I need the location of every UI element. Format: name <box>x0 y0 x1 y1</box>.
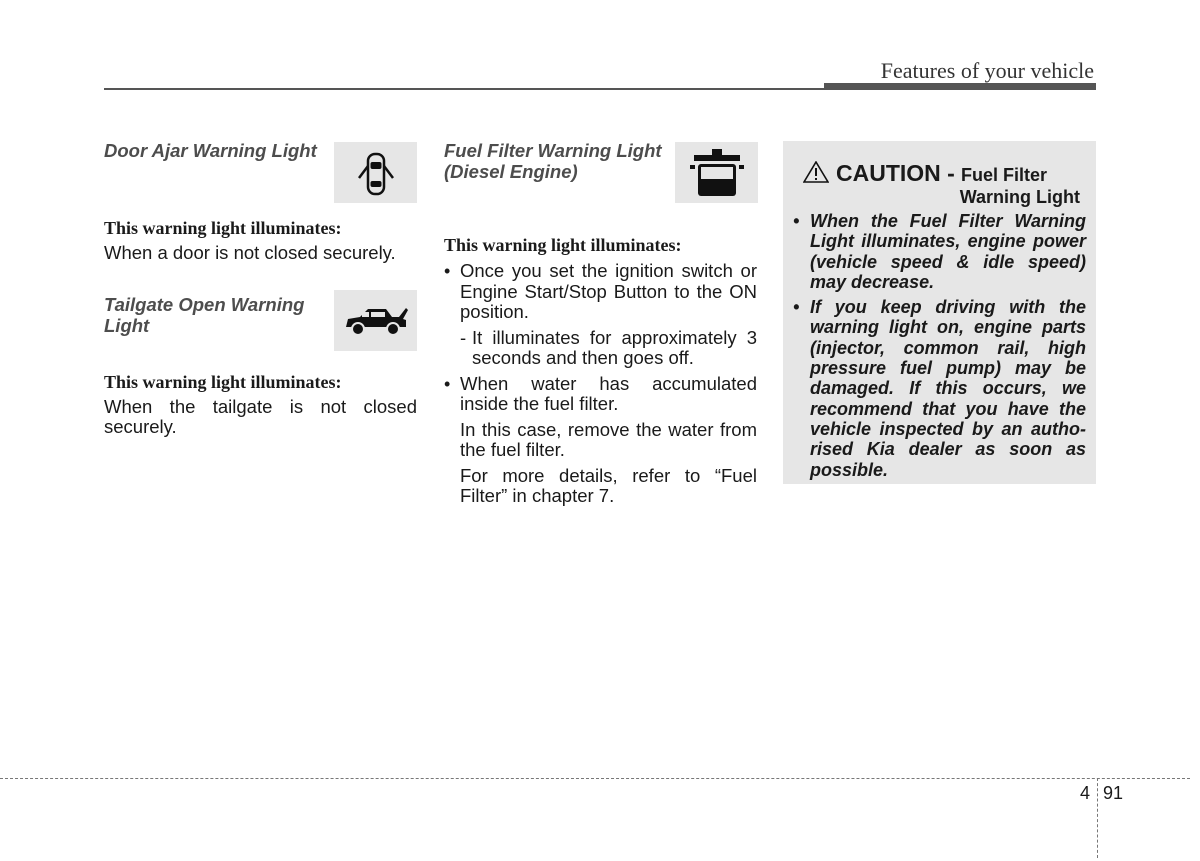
fuel-filter-bullet-2 <box>444 374 757 415</box>
fuel-filter-bullet-1-text: Once you set the ignition switch or Engine Start/Stop Button to the ON position. <box>460 260 757 322</box>
bullet-marker: • <box>444 373 451 394</box>
fuel-filter-bullet-1 <box>444 261 757 323</box>
fuel-filter-paragraph-1: In this case, remove the water from the fuel filter. <box>460 418 757 460</box>
caution-bullet-2-text: If you keep driving with the warning light on, engine parts (injector, common rail, high pressure fuel pump) may be damaged. If this occurs, we recommend that you have the vehicle inspected by an autho-rised Kia dealer as soon as possible. <box>810 297 1086 480</box>
tailgate-section-head <box>104 294 417 360</box>
fuel-filter-icon-box <box>675 142 758 203</box>
footer-rule <box>0 778 1190 779</box>
footer-divider <box>1097 778 1098 858</box>
warning-triangle-icon <box>803 161 829 183</box>
caution-bullet-2 <box>793 297 1086 480</box>
dash-marker: - <box>460 326 467 348</box>
caution-bullet-1 <box>793 211 1086 292</box>
fuel-filter-list <box>444 261 757 507</box>
fuel-filter-icon <box>689 147 745 199</box>
door-ajar-title: Door Ajar Warning Light <box>104 140 317 161</box>
door-ajar-lead: This warning light illuminates: <box>104 218 342 238</box>
tailgate-open-icon <box>343 300 409 340</box>
door-ajar-text: When a door is not closed securely. <box>104 242 396 263</box>
fuel-filter-lead: This warning light illuminates: <box>444 235 682 255</box>
caution-subject-line-1: Fuel Filter <box>961 165 1048 185</box>
header-rule-accent <box>824 83 1096 90</box>
fuel-filter-sub-item <box>460 328 757 369</box>
caution-header <box>793 151 1086 209</box>
tailgate-text: When the tailgate is not closed securely. <box>104 395 417 437</box>
door-ajar-icon-box <box>334 142 417 203</box>
header-rule <box>104 88 824 90</box>
bullet-marker: • <box>444 261 451 281</box>
fuel-filter-paragraph-2: For more details, refer to “Fuel Filter” in chapter 7. <box>460 464 757 506</box>
fuel-filter-title: Fuel Filter Warning Light (Diesel Engine) <box>444 140 662 182</box>
caution-box <box>783 141 1096 484</box>
tailgate-title: Tailgate Open Warning Light <box>104 293 305 336</box>
fuel-filter-bullet-2-text: When water has accumulated inside the fuel filter. <box>460 372 757 414</box>
fuel-filter-sub-item-text: It illuminates for approximately 3 seconds and then goes off. <box>472 326 757 368</box>
caution-bullet-1-text: When the Fuel Filter Warning Light illuminates, engine power (vehicle speed & idle speed) may decrease. <box>810 211 1086 292</box>
bullet-marker: • <box>793 211 800 231</box>
caution-list <box>793 211 1086 480</box>
tailgate-lead: This warning light illuminates: <box>104 371 342 392</box>
door-ajar-icon <box>356 146 396 200</box>
running-head: Features of your vehicle <box>880 58 1094 83</box>
bullet-marker: • <box>793 297 800 318</box>
caution-label: CAUTION - <box>836 160 955 186</box>
page-number: 91 <box>1103 783 1124 803</box>
chapter-number: 4 <box>1080 783 1091 803</box>
tailgate-icon-box <box>334 290 417 351</box>
fuel-filter-section-head <box>444 140 757 206</box>
door-ajar-section-head <box>104 140 417 206</box>
caution-subject-line-2: Warning Light <box>959 187 1080 207</box>
column-left <box>104 138 417 438</box>
column-middle <box>444 138 757 512</box>
